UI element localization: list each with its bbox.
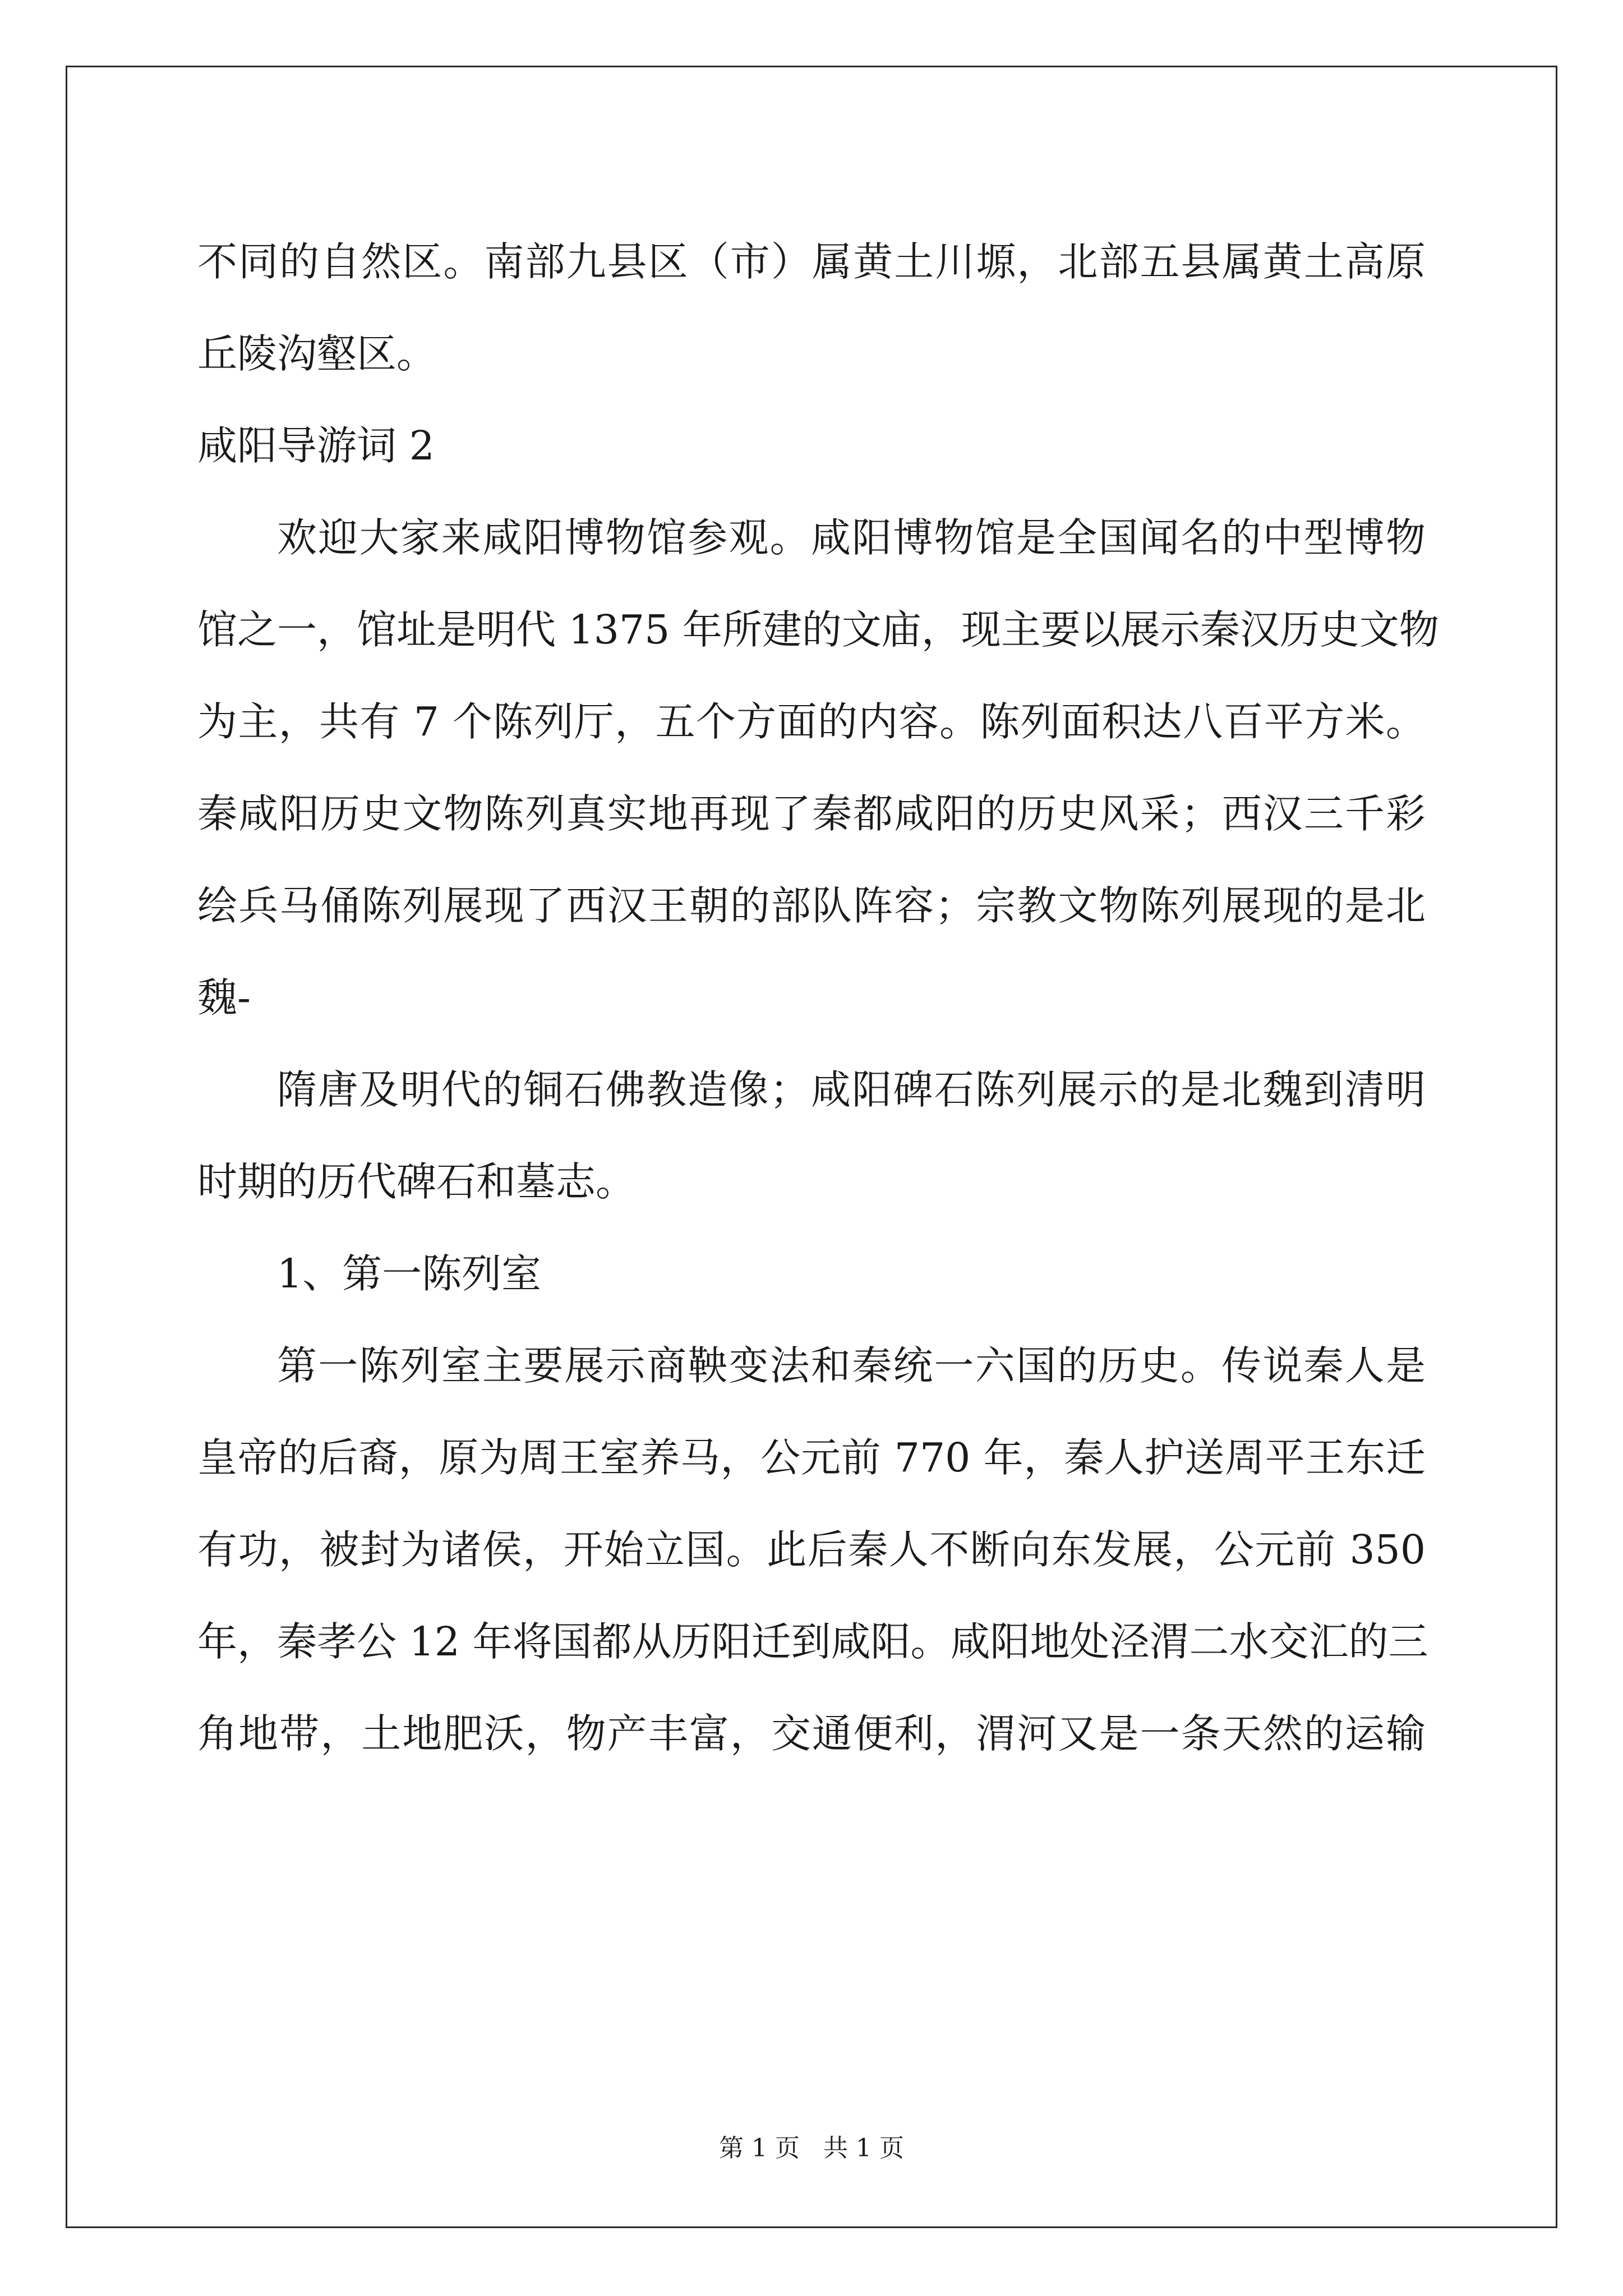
text-line: 秦咸阳历史文物陈列真实地再现了秦都咸阳的历史风采；西汉三千彩 [197,790,1426,837]
page-footer: 第 1 页 共 1 页 [719,2134,904,2162]
text-line: 绘兵马俑陈列展现了西汉王朝的部队阵容；宗教文物陈列展现的是北 [197,882,1426,929]
text-line: 第一陈列室主要展示商鞅变法和秦统一六国的历史。传说秦人是 [277,1342,1426,1389]
text-line: 馆之一，馆址是明代 1375 年所建的文庙，现主要以展示秦汉历史文物 [197,606,1439,653]
section-heading: 咸阳导游词 2 [197,422,435,469]
text-line: 有功，被封为诸侯，开始立国。此后秦人不断向东发展，公元前 350 [197,1526,1426,1573]
text-line: 角地带，土地肥沃，物产丰富，交通便利，渭河又是一条天然的运输 [197,1710,1426,1757]
document-body [197,216,1439,1780]
text-line: 为主，共有 7 个陈列厅，五个方面的内容。陈列面积达八百平方米。 [197,698,1426,745]
text-line: 欢迎大家来咸阳博物馆参观。咸阳博物馆是全国闻名的中型博物 [277,514,1426,561]
text-line: 皇帝的后裔，原为周王室养马，公元前 770 年，秦人护送周平王东迁 [197,1434,1426,1481]
text-line: 1、第一陈列室 [277,1250,542,1297]
text-line: 不同的自然区。南部九县区（市）属黄土川塬，北部五县属黄土高原 [197,238,1426,285]
text-line: 隋唐及明代的铜石佛教造像；咸阳碑石陈列展示的是北魏到清明 [277,1066,1426,1113]
text-line: 年，秦孝公 12 年将国都从历阳迁到咸阳。咸阳地处泾渭二水交汇的三 [197,1618,1428,1665]
text-line: 魏- [197,974,251,1021]
text-line: 丘陵沟壑区。 [197,330,437,377]
text-line: 时期的历代碑石和墓志。 [197,1158,636,1205]
